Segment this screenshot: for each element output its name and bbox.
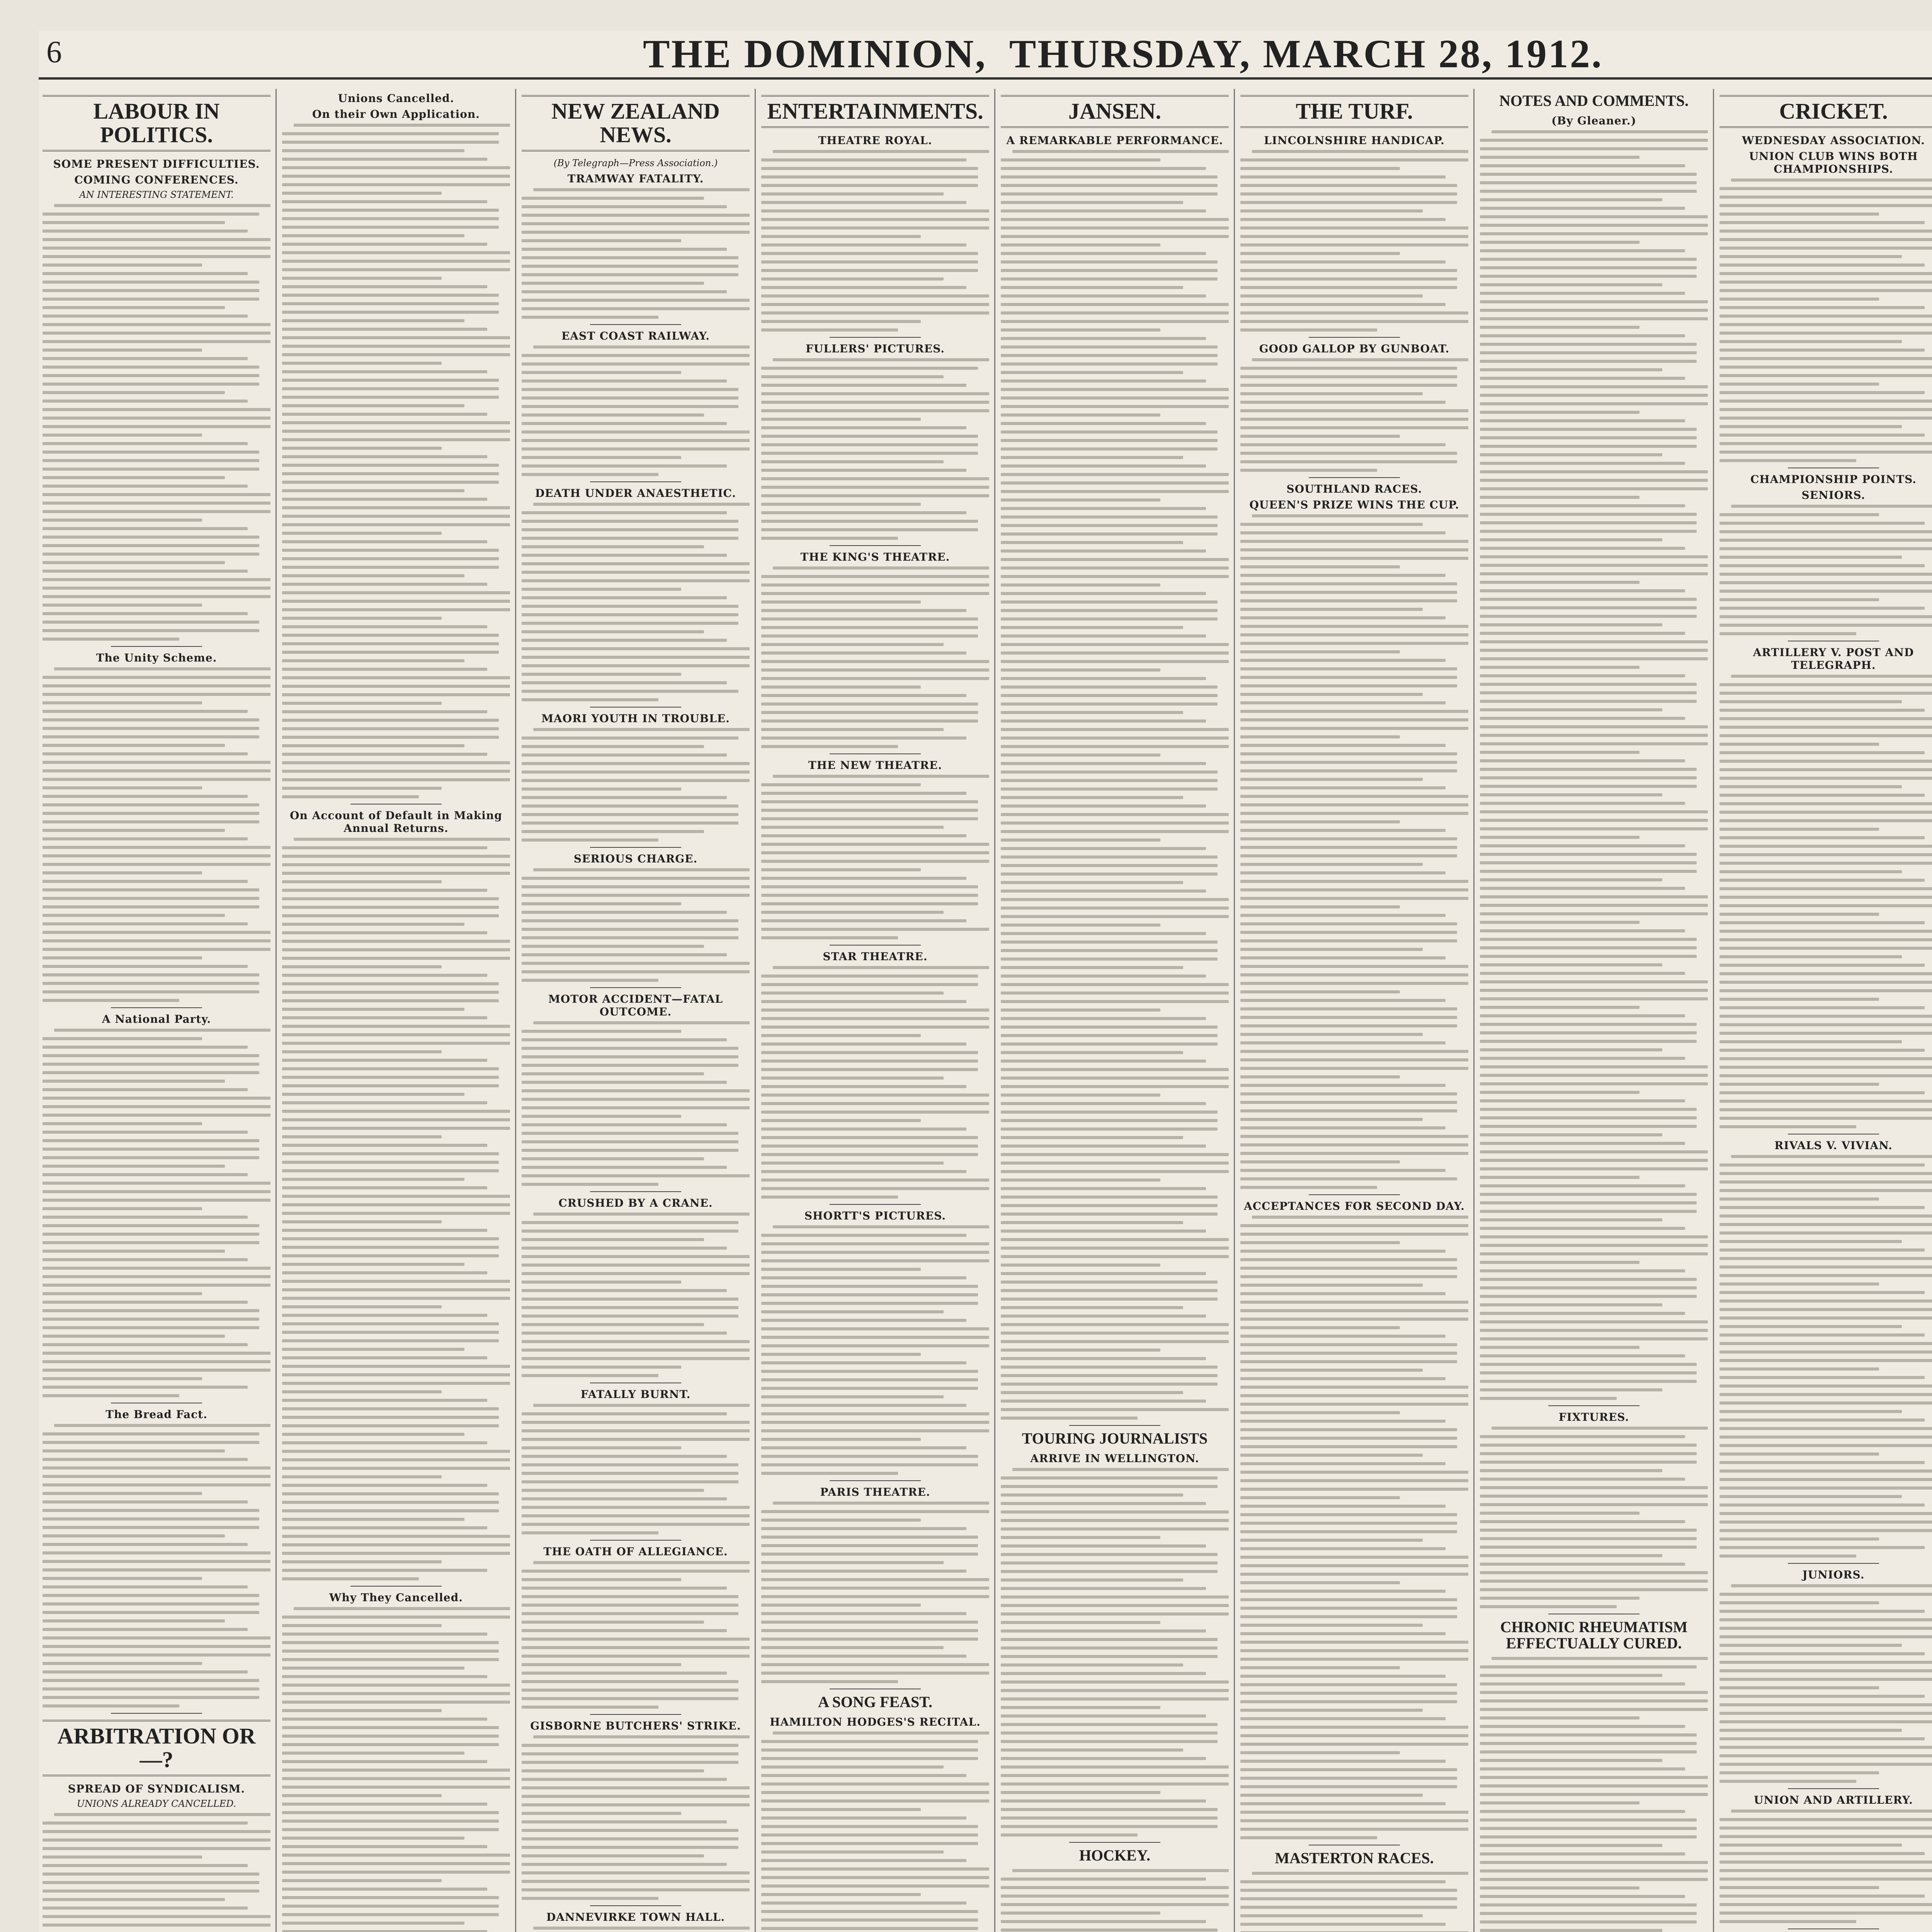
- article-body-text: [522, 1927, 750, 1932]
- article-section: [282, 92, 510, 804]
- section-divider: [1309, 337, 1400, 338]
- article-body-text: [761, 150, 989, 332]
- article-section: [761, 1694, 989, 1932]
- article-body-text: [761, 1225, 989, 1475]
- article-section: [1001, 1430, 1229, 1843]
- article-column: [282, 89, 510, 1932]
- section-divider: [1788, 1563, 1879, 1564]
- article-body-text: [1480, 1657, 1708, 1932]
- subheading: Unions Cancelled.: [338, 92, 454, 105]
- article-section: [43, 651, 270, 1008]
- article-body-text: [43, 1029, 270, 1397]
- subheading: HAMILTON HODGES'S RECITAL.: [770, 1715, 981, 1728]
- subheading: EAST COAST RAILWAY.: [561, 329, 710, 342]
- article-section: [1240, 1850, 1468, 1932]
- section-divider: [590, 987, 681, 988]
- article-column: [1240, 89, 1468, 1932]
- headline: A SONG FEAST.: [818, 1693, 932, 1711]
- article-section: [1001, 1847, 1229, 1932]
- section-divider: [590, 1540, 681, 1541]
- subheading: COMING CONFERENCES.: [74, 173, 239, 186]
- article-section: [761, 1486, 989, 1689]
- subheading: UNION AND ARTILLERY.: [1754, 1793, 1913, 1806]
- article-section: [761, 950, 989, 1205]
- article-body-text: [282, 1607, 510, 1932]
- article-section: [1001, 95, 1229, 1426]
- article-body-text: [1001, 1869, 1229, 1932]
- article-section: [522, 1388, 750, 1541]
- article-body-text: [1001, 150, 1229, 1420]
- article-body-text: [522, 1404, 750, 1534]
- article-section: [761, 551, 989, 754]
- headline: NEW ZEALAND NEWS.: [522, 95, 750, 151]
- section-divider: [1069, 1842, 1160, 1843]
- byline: UNIONS ALREADY CANCELLED.: [77, 1798, 236, 1809]
- subheading: QUEEN'S PRIZE WINS THE CUP.: [1249, 498, 1459, 511]
- headline: TOURING JOURNALISTS: [1022, 1429, 1208, 1447]
- masthead-title: [638, 31, 1609, 77]
- article-body-text: [43, 1424, 270, 1708]
- article-body-text: [1719, 1584, 1932, 1783]
- headline: LABOUR IN POLITICS.: [43, 95, 270, 151]
- subheading: On their Own Application.: [312, 108, 480, 121]
- article-body-text: [522, 1213, 750, 1377]
- byline: (By Telegraph—Press Association.): [553, 157, 718, 168]
- article-section: [1240, 342, 1468, 478]
- article-body-text: [522, 728, 750, 842]
- article-section: [522, 95, 750, 168]
- subheading: FATALLY BURNT.: [580, 1388, 691, 1401]
- article-column: [522, 89, 750, 1932]
- article-section: [1240, 483, 1468, 1195]
- subheading: SENIORS.: [1801, 488, 1866, 502]
- column-rule: [1234, 89, 1235, 1932]
- article-section: [522, 1197, 750, 1383]
- headline: NOTES AND COMMENTS.: [1499, 92, 1689, 109]
- page-number: 6: [46, 35, 62, 69]
- section-divider: [1309, 1194, 1400, 1195]
- section-divider: [590, 324, 681, 325]
- article-section: [761, 95, 989, 338]
- article-section: [43, 1013, 270, 1403]
- section-divider: [1548, 1405, 1639, 1406]
- column-rule: [515, 89, 516, 1932]
- article-body-text: [1240, 514, 1468, 1189]
- article-section: [522, 487, 750, 707]
- column-rule: [276, 89, 277, 1932]
- subheading: SOME PRESENT DIFFICULTIES.: [53, 157, 260, 170]
- subheading: The Unity Scheme.: [96, 651, 217, 664]
- byline: AN INTERESTING STATEMENT.: [79, 189, 234, 200]
- subheading: PARIS THEATRE.: [820, 1485, 930, 1498]
- article-section: [522, 712, 750, 848]
- article-section: [1719, 1139, 1932, 1564]
- section-divider: [1788, 1788, 1879, 1789]
- article-body-text: [1719, 675, 1932, 1128]
- article-body-text: [522, 1021, 750, 1186]
- section-divider: [350, 1586, 442, 1587]
- headline: MASTERTON RACES.: [1275, 1849, 1434, 1867]
- issue-date: THURSDAY, MARCH 28, 1912.: [1009, 32, 1603, 76]
- article-body-text: [282, 124, 510, 798]
- subheading: A National Party.: [102, 1012, 211, 1026]
- column-rule: [755, 89, 756, 1932]
- article-section: [1480, 1411, 1708, 1614]
- column-rule: [1713, 89, 1714, 1932]
- article-body-text: [282, 838, 510, 1580]
- paper-name: THE DOMINION,: [643, 32, 987, 76]
- subheading: SHORTT'S PICTURES.: [804, 1209, 946, 1222]
- subheading: THEATRE ROYAL.: [818, 134, 932, 147]
- article-section: [522, 330, 750, 482]
- section-divider: [830, 945, 921, 946]
- article-body-text: [1240, 1872, 1468, 1932]
- article-body-text: [761, 1731, 989, 1932]
- article-body-text: [522, 503, 750, 701]
- article-body-text: [1480, 130, 1708, 1400]
- article-body-text: [43, 1813, 270, 1932]
- article-section: [282, 809, 510, 1587]
- article-body-text: [761, 358, 989, 540]
- article-body-text: [761, 566, 989, 748]
- subheading: DEATH UNDER ANAESTHETIC.: [535, 486, 736, 500]
- article-section: [1719, 1794, 1932, 1929]
- subheading: SPREAD OF SYNDICALISM.: [68, 1782, 245, 1795]
- column-rule: [994, 89, 995, 1932]
- article-body-text: [522, 345, 750, 476]
- article-column: [1719, 89, 1932, 1932]
- subheading: UNION CLUB WINS BOTH CHAMPIONSHIPS.: [1749, 150, 1918, 175]
- article-section: [43, 1720, 270, 1932]
- article-body-text: [1240, 1216, 1468, 1839]
- article-section: [522, 1911, 750, 1932]
- article-section: [761, 759, 989, 946]
- article-body-text: [1480, 1427, 1708, 1608]
- article-body-text: [1240, 358, 1468, 472]
- section-divider: [590, 481, 681, 482]
- section-divider: [1069, 1425, 1160, 1426]
- newspaper-page: [39, 31, 1932, 1932]
- article-section: [282, 1591, 510, 1932]
- article-section: [522, 1719, 750, 1906]
- subheading: JUNIORS.: [1802, 1568, 1865, 1581]
- subheading: CRUSHED BY A CRANE.: [558, 1196, 713, 1209]
- subheading: ARRIVE IN WELLINGTON.: [1030, 1452, 1199, 1465]
- article-column: [1480, 89, 1708, 1932]
- subheading: CHAMPIONSHIP POINTS.: [1750, 473, 1917, 486]
- article-column: [43, 89, 270, 1932]
- headline: THE TURF.: [1240, 95, 1468, 128]
- article-body-text: [1719, 505, 1932, 635]
- subheading: GOOD GALLOP BY GUNBOAT.: [1259, 342, 1450, 355]
- article-section: [1480, 1619, 1708, 1932]
- subheading: THE OATH OF ALLEGIANCE.: [543, 1545, 728, 1558]
- article-section: [1240, 95, 1468, 338]
- headline: JANSEN.: [1001, 95, 1229, 128]
- section-divider: [111, 646, 202, 647]
- article-section: [1719, 646, 1932, 1134]
- article-body-text: [522, 1735, 750, 1900]
- article-column: [761, 89, 989, 1932]
- article-section: [522, 993, 750, 1192]
- section-divider: [590, 847, 681, 848]
- headline: CHRONIC RHEUMATISM EFFECTUALLY CURED.: [1500, 1618, 1688, 1652]
- section-divider: [830, 337, 921, 338]
- headline: ARBITRATION OR —?: [43, 1720, 270, 1776]
- article-body-text: [522, 868, 750, 982]
- article-section: [1480, 93, 1708, 1406]
- section-divider: [830, 1480, 921, 1481]
- subheading: FULLERS' PICTURES.: [805, 342, 945, 355]
- column-rule: [1473, 89, 1475, 1932]
- article-section: [1719, 1568, 1932, 1789]
- article-section: [1719, 95, 1932, 468]
- article-section: [1240, 1200, 1468, 1845]
- headline: HOCKEY.: [1079, 1846, 1151, 1864]
- subheading: SOUTHLAND RACES.: [1286, 482, 1422, 495]
- article-body-text: [1719, 1810, 1932, 1923]
- subheading: THE KING'S THEATRE.: [800, 550, 950, 563]
- article-section: [522, 172, 750, 325]
- subheading: TRAMWAY FATALITY.: [567, 172, 704, 185]
- article-section: [761, 342, 989, 546]
- article-section: [43, 1408, 270, 1714]
- subheading: MAORI YOUTH IN TROUBLE.: [541, 712, 730, 725]
- subheading: RIVALS V. VIVIAN.: [1774, 1139, 1893, 1152]
- headline: CRICKET.: [1719, 95, 1932, 128]
- subheading: LINCOLNSHIRE HANDICAP.: [1264, 134, 1445, 147]
- article-body-text: [43, 667, 270, 1002]
- subheading: (By Gleaner.): [1551, 114, 1636, 127]
- subheading: DANNEVIRKE TOWN HALL.: [546, 1910, 725, 1923]
- subheading: SERIOUS CHARGE.: [573, 852, 698, 865]
- article-body-text: [761, 1502, 989, 1683]
- article-body-text: [1719, 1155, 1932, 1558]
- headline: ENTERTAINMENTS.: [761, 95, 989, 128]
- subheading: The Bread Fact.: [105, 1408, 207, 1421]
- article-body-text: [522, 188, 750, 319]
- subheading: Why They Cancelled.: [329, 1591, 463, 1604]
- masthead: [39, 31, 1932, 80]
- section-divider: [590, 1191, 681, 1192]
- article-body-text: [761, 775, 989, 939]
- subheading: GISBORNE BUTCHERS' STRIKE.: [530, 1719, 741, 1732]
- article-body-text: [761, 966, 989, 1199]
- section-divider: [1309, 477, 1400, 478]
- section-divider: [830, 753, 921, 754]
- section-divider: [830, 545, 921, 546]
- subheading: A REMARKABLE PERFORMANCE.: [1006, 134, 1223, 147]
- article-section: [522, 852, 750, 988]
- article-section: [761, 1209, 989, 1481]
- subheading: FIXTURES.: [1558, 1411, 1629, 1423]
- subheading: MOTOR ACCIDENT—FATAL OUTCOME.: [548, 992, 723, 1018]
- article-body-text: [522, 1561, 750, 1709]
- section-divider: [830, 1204, 921, 1205]
- section-divider: [590, 1905, 681, 1906]
- article-section: [522, 1545, 750, 1715]
- article-section: [43, 95, 270, 647]
- section-divider: [111, 1713, 202, 1714]
- subheading: WEDNESDAY ASSOCIATION.: [1742, 134, 1925, 147]
- article-section: [1719, 473, 1932, 641]
- subheading: On Account of Default in Making Annual Returns.: [290, 809, 502, 835]
- article-body-text: [1719, 179, 1932, 462]
- article-body-text: [43, 204, 270, 641]
- subheading: ARTILLERY V. POST AND TELEGRAPH.: [1753, 646, 1914, 672]
- section-divider: [111, 1007, 202, 1008]
- subheading: STAR THEATRE.: [823, 950, 928, 963]
- subheading: THE NEW THEATRE.: [808, 759, 942, 772]
- article-column: [1001, 89, 1229, 1932]
- subheading: ACCEPTANCES FOR SECOND DAY.: [1244, 1199, 1465, 1213]
- section-divider: [590, 1714, 681, 1715]
- article-body-text: [1240, 150, 1468, 332]
- article-body-text: [1001, 1468, 1229, 1837]
